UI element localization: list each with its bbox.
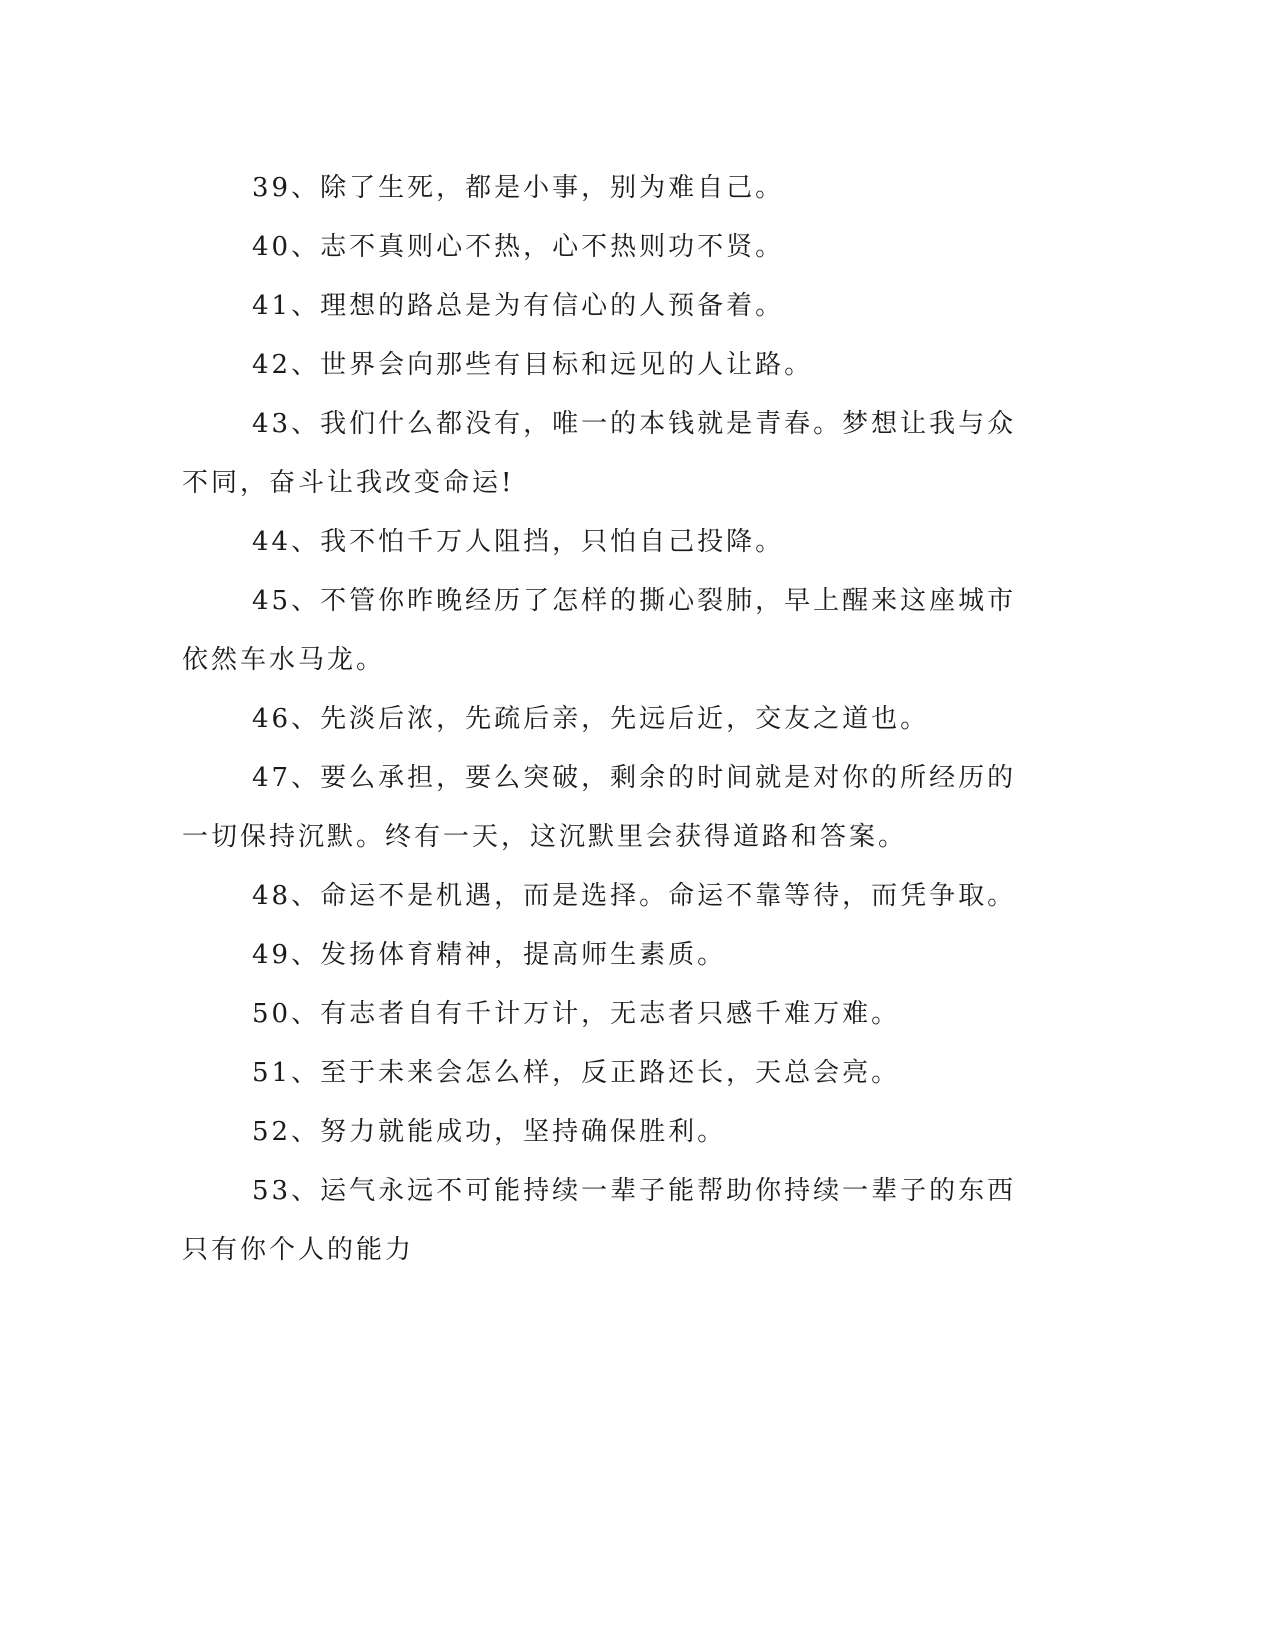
quote-item: 53、运气永远不可能持续一辈子能帮助你持续一辈子的东西只有你个人的能力 xyxy=(182,1176,1017,1265)
quote-list xyxy=(182,159,1044,1280)
quote-item: 44、我不怕千万人阻挡，只怕自己投降。 xyxy=(252,527,785,557)
quote-item: 41、理想的路总是为有信心的人预备着。 xyxy=(252,291,785,321)
quote-item: 52、努力就能成功，坚持确保胜利。 xyxy=(252,1117,727,1147)
quote-item: 43、我们什么都没有，唯一的本钱就是青春。梦想让我与众不同，奋斗让我改变命运! xyxy=(182,409,1017,498)
quote-item: 45、不管你昨晚经历了怎样的撕心裂肺，早上醒来这座城市依然车水马龙。 xyxy=(182,586,1017,675)
quote-item: 46、先淡后浓，先疏后亲，先远后近，交友之道也。 xyxy=(252,704,930,734)
quote-item: 48、命运不是机遇，而是选择。命运不靠等待，而凭争取。 xyxy=(252,881,1017,911)
quote-item: 47、要么承担，要么突破，剩余的时间就是对你的所经历的一切保持沉默。终有一天，这沉默里会获得道路和答案。 xyxy=(182,763,1017,852)
quote-item: 39、除了生死，都是小事，别为难自己。 xyxy=(252,173,785,203)
quote-item: 40、志不真则心不热，心不热则功不贤。 xyxy=(252,232,785,262)
quote-item: 49、发扬体育精神，提高师生素质。 xyxy=(252,940,727,970)
quote-item: 50、有志者自有千计万计，无志者只感千难万难。 xyxy=(252,999,901,1029)
quote-item: 51、至于未来会怎么样，反正路还长，天总会亮。 xyxy=(252,1058,901,1088)
quote-item: 42、世界会向那些有目标和远见的人让路。 xyxy=(252,350,814,380)
